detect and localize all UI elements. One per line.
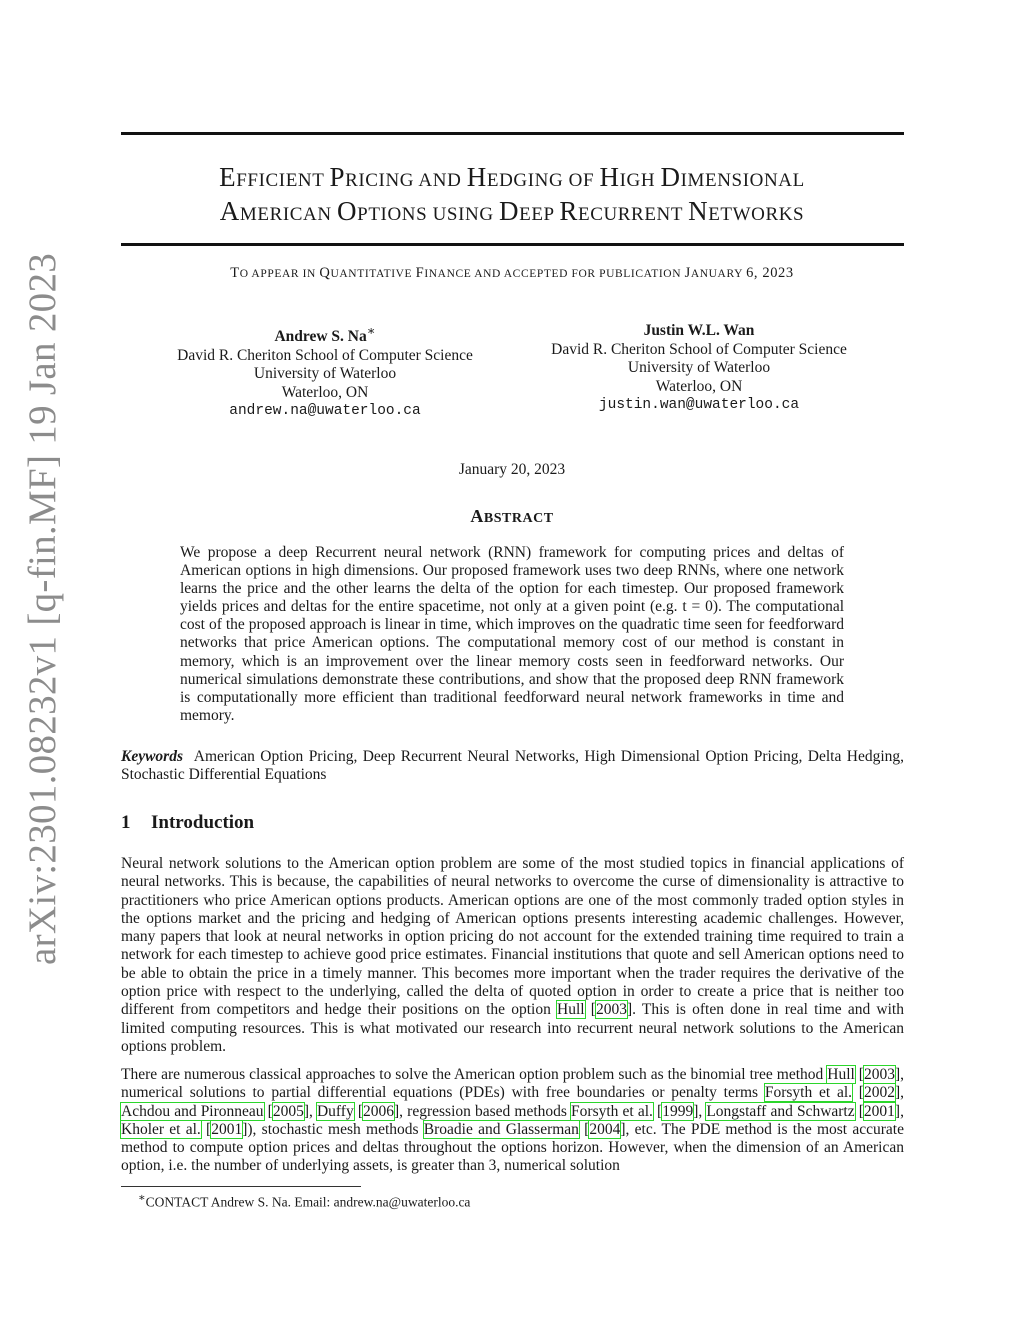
- title-small-caps: ETWORKS: [708, 204, 805, 225]
- title-small-caps: INANCE AND ACCEPTED FOR PUBLICATION: [424, 268, 685, 280]
- author-university: University of Waterloo: [627, 359, 771, 376]
- paragraph-text: ],: [894, 1102, 904, 1120]
- author-name: Andrew S. Na: [274, 328, 367, 346]
- citation-link[interactable]: 2006: [363, 1102, 395, 1120]
- author-department: David R. Cheriton School of Computer Science: [551, 340, 847, 358]
- title-small-caps: EEP: [519, 204, 560, 225]
- paper-title-line1: [0, 162, 1024, 193]
- author-location: Waterloo, ON: [281, 383, 369, 401]
- title-cap-letter: J: [684, 265, 691, 281]
- title-small-caps: ECURRENT: [577, 204, 689, 225]
- paragraph-text: [: [652, 1102, 663, 1120]
- citation-link[interactable]: Forsyth et al.: [571, 1102, 653, 1120]
- title-cap-letter: A: [219, 196, 240, 226]
- arxiv-identifier-stamp: arXiv:2301.08232v1 [q-fin.MF] 19 Jan 2023: [21, 252, 64, 965]
- title-small-caps: IMENSIONAL: [680, 170, 805, 191]
- title-small-caps: PTIONS USING: [357, 204, 500, 225]
- paper-title-line2: [0, 196, 1024, 227]
- author-block-2: [519, 322, 879, 415]
- keywords-label: Keywords: [121, 748, 183, 765]
- citation-link[interactable]: 2004: [589, 1120, 621, 1138]
- abstract-text: We propose a deep Recurrent neural network (RNN) framework for computing prices and deltas of American options in high dimensions. Our proposed framework uses two deep RNNs, where one network learns the price and the other learns the delta of the option for each timestep. Our proposed framework yields prices and deltas for the entire spacetime, not only at a given point (e.g. t = 0). The computational cost of the proposed approach is linear in time, which improves on the quadratic time seen for feedforward networks that price American options. The computational memory cost of our method is constant in memory, which is an improvement over the linear memory costs seen in feedforward networks. Our numerical simulations demonstrate these contributions, and show that the proposed deep RNN framework is computationally more efficient than traditional feedforward neural network frameworks in time and memory.: [180, 544, 844, 724]
- citation-link[interactable]: 2002: [863, 1084, 895, 1102]
- citation-link[interactable]: 2001: [211, 1120, 243, 1138]
- title-small-caps: UANTITATIVE: [330, 268, 416, 280]
- author-name: Justin W.L. Wan: [643, 322, 755, 339]
- title-cap-letter: D: [499, 196, 520, 226]
- citation-link[interactable]: Achdou and Pironneau: [121, 1102, 264, 1120]
- paragraph-text: [: [263, 1102, 273, 1120]
- abstract-heading-rest: BSTRACT: [483, 511, 554, 526]
- paragraph-text: ],: [303, 1102, 317, 1120]
- paragraph-text: Neural network solutions to the American option problem are some of the most studied topics in financial applications of neural networks. This is because, the capabilities of neural networks to overcome the curse of dimensionality is attractive to practitioners who price American options products. American options are one of the most commonly traded option styles in the options market and the pricing and hedging of American options presents interesting academic challenges. However, many papers that look at neural networks in option pricing do not account for the extended training time required to train a network for each timestep to achieve good price estimates. Financial institutions that quote and sell American options need to be able to obtain the price in a timely manner. This becomes more important when the trader requires the derivative of the option price with respect to the underlying, called the delta of quoted option in order to create a price that is neither too different from competitors and hedge their positions on the option: [121, 855, 904, 1019]
- title-small-caps: EDGING OF: [486, 170, 600, 191]
- paragraph-text: [: [854, 1102, 864, 1120]
- author-university: University of Waterloo: [253, 365, 397, 383]
- paragraph-text: [: [854, 1066, 864, 1083]
- paragraph-text: ]), stochastic mesh methods: [242, 1120, 424, 1138]
- paragraph-text: [: [584, 1001, 596, 1019]
- author-email[interactable]: andrew.na@uwaterloo.ca: [229, 403, 421, 420]
- title-cap-letter: D: [660, 162, 681, 192]
- intro-paragraph-1: [121, 855, 904, 1056]
- citation-link[interactable]: 2001: [863, 1102, 895, 1120]
- citation-link[interactable]: Hull: [827, 1066, 855, 1083]
- paragraph-text: [: [200, 1120, 212, 1138]
- title-cap-letter: R: [559, 196, 578, 226]
- section-number: 1: [121, 812, 131, 833]
- footnote: [138, 1191, 470, 1211]
- citation-link[interactable]: 1999: [662, 1102, 694, 1120]
- publication-note: [0, 265, 1024, 282]
- paragraph-text: ]. This is often done in real time and with limited computing resources. This is what motivated our research into recurrent neural network solutions to the American options problem.: [121, 1001, 904, 1055]
- title-cap-letter: Q: [319, 265, 331, 281]
- paper-date: January 20, 2023: [458, 461, 566, 478]
- paragraph-text: [: [353, 1102, 364, 1120]
- title-small-caps: FFICIENT: [236, 170, 330, 191]
- section-title: Introduction: [151, 812, 255, 833]
- title-cap-letter: E: [219, 162, 237, 192]
- title-cap-letter: 6, 2023: [746, 265, 794, 281]
- intro-paragraph-2: [121, 1066, 904, 1176]
- citation-link[interactable]: Longstaff and Schwartz: [706, 1102, 855, 1120]
- title-small-caps: IGH: [619, 170, 661, 191]
- title-cap-letter: P: [329, 162, 346, 192]
- citation-link[interactable]: Hull: [557, 1001, 585, 1019]
- citation-link[interactable]: Broadie and Glasserman: [423, 1120, 579, 1138]
- author-location: Waterloo, ON: [655, 377, 743, 395]
- footnote-marker: ∗: [366, 323, 376, 338]
- keywords: [121, 748, 904, 784]
- title-top-rule: [121, 132, 904, 135]
- paragraph-text: ], etc. The PDE method is the most accurate method to compute option prices and deltas throughout the options horizon. However, when the dimension of an American option, i.e. the number of underlying assets, is greater than 3, numerical solution: [121, 1120, 904, 1175]
- title-cap-letter: T: [230, 265, 240, 281]
- citation-link[interactable]: Forsyth et al.: [764, 1084, 853, 1102]
- footnote-text: CONTACT Andrew S. Na. Email: andrew.na@uwaterloo.ca: [145, 1194, 471, 1210]
- title-cap-letter: N: [688, 196, 709, 226]
- title-small-caps: O APPEAR IN: [239, 268, 320, 280]
- paragraph-text: [: [578, 1120, 590, 1138]
- author-email[interactable]: justin.wan@uwaterloo.ca: [598, 397, 800, 413]
- citation-link[interactable]: 2003: [863, 1066, 895, 1083]
- paragraph-text: [: [852, 1084, 864, 1102]
- paragraph-text: ],: [693, 1102, 707, 1120]
- title-small-caps: MERICAN: [239, 204, 338, 225]
- title-cap-letter: H: [466, 162, 487, 192]
- paragraph-text: There are numerous classical approaches to solve the American option problem such as the binomial tree method: [121, 1066, 828, 1083]
- title-bottom-rule: [121, 243, 904, 246]
- paragraph-text: ], regression based methods: [394, 1102, 572, 1120]
- abstract-heading: [0, 506, 1024, 527]
- citation-link[interactable]: 2005: [272, 1102, 304, 1120]
- author-department: David R. Cheriton School of Computer Science: [177, 346, 473, 364]
- citation-link[interactable]: Kholer et al.: [121, 1120, 201, 1138]
- citation-link[interactable]: 2003: [595, 1001, 627, 1019]
- footnote-rule: [121, 1186, 361, 1187]
- title-small-caps: ANUARY: [690, 268, 747, 280]
- author-block-1: [145, 322, 505, 421]
- footnote-marker: ∗: [138, 1192, 146, 1204]
- title-cap-letter: O: [337, 196, 358, 226]
- title-small-caps: RICING AND: [345, 170, 467, 191]
- paragraph-text: ],: [894, 1084, 905, 1102]
- title-cap-letter: F: [415, 265, 425, 281]
- citation-link[interactable]: Duffy: [316, 1102, 354, 1120]
- paragraph-text: ], numerical solutions to partial differential equations (PDEs) with free boundaries or penalty terms: [121, 1066, 904, 1102]
- section-heading: [121, 812, 254, 834]
- keywords-list: American Option Pricing, Deep Recurrent Neural Networks, High Dimensional Option Pricing, Delta Hedging, Stochastic Differential Equations: [121, 748, 905, 784]
- title-cap-letter: H: [599, 162, 620, 192]
- abstract-heading-cap: A: [470, 506, 484, 526]
